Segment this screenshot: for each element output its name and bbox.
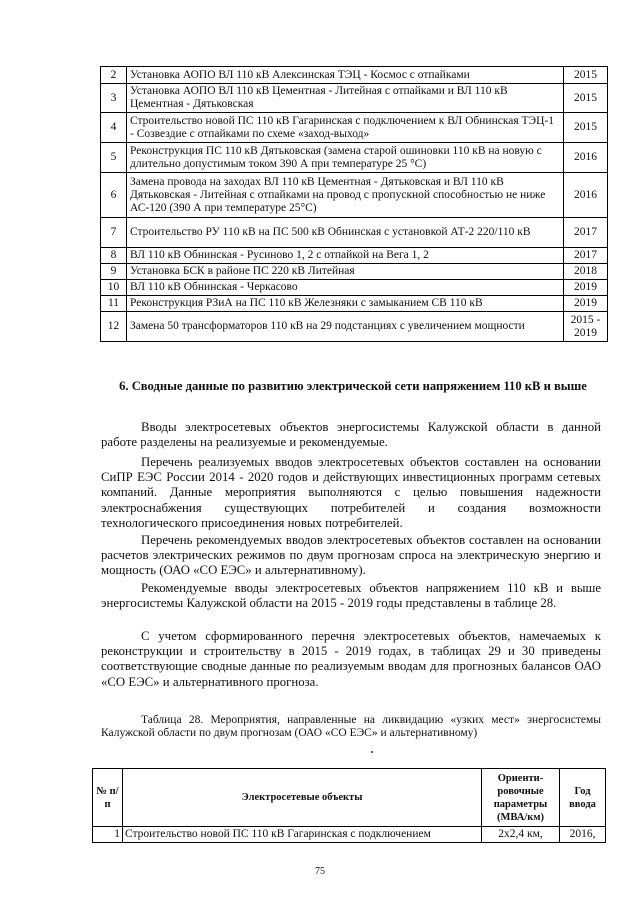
table-header-row — [93, 769, 606, 827]
header-num: № п/п — [93, 769, 123, 827]
stray-dot — [371, 751, 373, 753]
table-row — [101, 280, 608, 296]
row-year: 2018 — [564, 264, 608, 280]
row-number: 11 — [101, 296, 127, 312]
table-27-continuation — [100, 66, 608, 342]
row-number: 3 — [101, 84, 127, 113]
row-text: Замена провода на заходах ВЛ 110 кВ Цементная - Дятьковская и ВЛ 110 кВ Дятьковская - Литейная с отпайками на провод с пропускной способностью не ниже АС-120 (390 А при температуре 25°С) — [127, 173, 564, 218]
table-row — [101, 218, 608, 248]
row-year: 2015 — [564, 113, 608, 143]
row-year: 2015 — [564, 84, 608, 113]
row-year: 2019 — [564, 280, 608, 296]
table-row — [101, 248, 608, 264]
row-year: 2016 — [564, 143, 608, 173]
row-year: 2015 — [564, 67, 608, 84]
row-number: 4 — [101, 113, 127, 143]
table-row — [101, 296, 608, 312]
table-caption: Таблица 28. Мероприятия, направленные на ликвидацию «узких мест» энергосистемы Калужской области по двум прогнозам (ОАО «СО ЕЭС» и альтернативному) — [101, 714, 601, 739]
table-row — [101, 173, 608, 218]
paragraph: Вводы электросетевых объектов энергосистемы Калужской области в данной работе разделены на реализуемые и рекомендуемые. — [101, 420, 601, 450]
row-number: 12 — [101, 312, 127, 342]
row-text: Замена 50 трансформаторов 110 кВ на 29 подстанциях с увеличением мощности — [127, 312, 564, 342]
header-objects: Электросетевые объекты — [123, 769, 482, 827]
row-text: Строительство новой ПС 110 кВ Гагаринская с подключением к ВЛ Обнинская ТЭЦ-1 - Созвездие с отпайками по схеме «заход-выход» — [127, 113, 564, 143]
row-year: 2015 - 2019 — [564, 312, 608, 342]
table-row — [101, 67, 608, 84]
paragraph: С учетом сформированного перечня электросетевых объектов, намечаемых к реконструкции и строительству в 2015 - 2019 годах, в таблицах 29 и 30 приведены соответствующие сводные данные по реализуемым вводам для прогнозных балансов ОАО «СО ЕЭС» и альтернативного прогноза. — [101, 629, 601, 689]
row-number: 8 — [101, 248, 127, 264]
row-number: 7 — [101, 218, 127, 248]
row-year: 2016, — [560, 827, 606, 843]
row-text: Установка БСК в районе ПС 220 кВ Литейная — [127, 264, 564, 280]
row-text: Реконструкция РЗиА на ПС 110 кВ Железняки с замыканием СВ 110 кВ — [127, 296, 564, 312]
table-row — [101, 113, 608, 143]
table-row — [101, 312, 608, 342]
row-text: ВЛ 110 кВ Обнинская - Черкасово — [127, 280, 564, 296]
header-params: Ориенти-ровочные параметры (МВА/км) — [482, 769, 560, 827]
row-object: Строительство новой ПС 110 кВ Гагаринская с подключением — [123, 827, 482, 843]
paragraph: Перечень рекомендуемых вводов электросетевых объектов составлен на основании расчетов электрических режимов по двум прогнозам спроса на электрическую энергию и мощность (ОАО «СО ЕЭС» и альтернативному). — [101, 533, 601, 578]
row-number: 6 — [101, 173, 127, 218]
header-year: Год ввода — [560, 769, 606, 827]
paragraph: Перечень реализуемых вводов электросетевых объектов составлен на основании СиПР ЕЭС России 2014 - 2020 годов и действующих инвестиционных программ сетевых компаний. Данные мероприятия выполняются с целью повышения надежности электроснабжения существующих потребителей и создания возможности технологического присоединения новых потребителей. — [101, 455, 601, 530]
table-row — [101, 84, 608, 113]
row-text: Реконструкция ПС 110 кВ Дятьковская (замена старой ошиновки 110 кВ на новую с длительно допустимым током 390 А при температуре 25 °С) — [127, 143, 564, 173]
row-text: Строительство РУ 110 кВ на ПС 500 кВ Обнинская с установкой АТ-2 220/110 кВ — [127, 218, 564, 248]
row-year: 2019 — [564, 296, 608, 312]
row-text: Установка АОПО ВЛ 110 кВ Цементная - Литейная с отпайками и ВЛ 110 кВ Цементная - Дятьковская — [127, 84, 564, 113]
table-header — [93, 769, 606, 827]
page-number: 75 — [315, 866, 325, 877]
row-text: ВЛ 110 кВ Обнинская - Русиново 1, 2 с отпайкой на Вега 1, 2 — [127, 248, 564, 264]
table-row — [101, 264, 608, 280]
row-number: 5 — [101, 143, 127, 173]
paragraph: Рекомендуемые вводы электросетевых объектов напряжением 110 кВ и выше энергосистемы Калужской области на 2015 - 2019 годы представлены в таблице 28. — [101, 581, 601, 611]
section-heading: 6. Сводные данные по развитию электрической сети напряжением 110 кВ и выше — [119, 379, 587, 393]
table-row — [93, 827, 606, 843]
table-body — [93, 827, 606, 843]
row-number: 2 — [101, 67, 127, 84]
row-year: 2016 — [564, 173, 608, 218]
table-row — [101, 143, 608, 173]
row-year: 2017 — [564, 248, 608, 264]
row-number: 1 — [93, 827, 123, 843]
table-28 — [92, 768, 606, 843]
row-year: 2017 — [564, 218, 608, 248]
row-text: Установка АОПО ВЛ 110 кВ Алексинская ТЭЦ - Космос с отпайками — [127, 67, 564, 84]
table-body — [101, 67, 608, 342]
row-params: 2х2,4 км, — [482, 827, 560, 843]
row-number: 10 — [101, 280, 127, 296]
row-number: 9 — [101, 264, 127, 280]
